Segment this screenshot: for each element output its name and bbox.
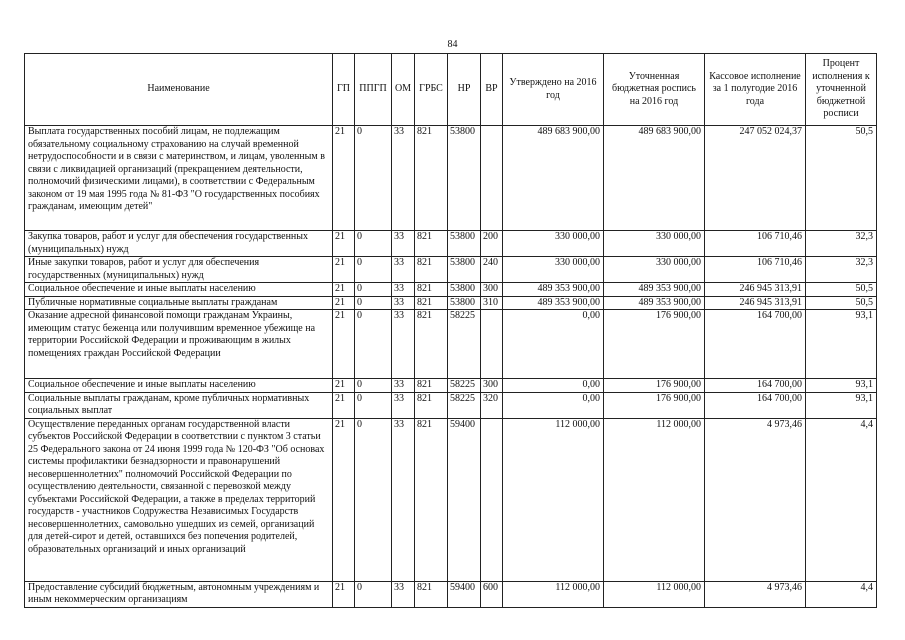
row-grbs: 821 [415,126,448,231]
row-cash: 164 700,00 [705,392,806,418]
row-percent: 93,1 [806,379,877,393]
row-refined: 176 900,00 [604,310,705,379]
row-cash: 106 710,46 [705,231,806,257]
row-refined: 112 000,00 [604,581,705,607]
row-vr [481,310,503,379]
row-name: Социальное обеспечение и иные выплаты населению [25,379,333,393]
row-ppgp: 0 [355,392,392,418]
row-cash: 4 973,46 [705,581,806,607]
row-om: 33 [392,310,415,379]
row-ppgp: 0 [355,310,392,379]
row-approved: 489 353 900,00 [503,283,604,297]
header-grbs: ГРБС [415,54,448,126]
row-gp: 21 [333,392,355,418]
row-vr: 200 [481,231,503,257]
row-vr: 240 [481,257,503,283]
row-percent: 50,5 [806,296,877,310]
row-nr: 58225 [448,379,481,393]
row-ppgp: 0 [355,581,392,607]
row-percent: 32,3 [806,231,877,257]
table-row [25,296,877,310]
header-cash: Кассовое исполнение за 1 полугодие 2016 года [705,54,806,126]
row-approved: 330 000,00 [503,257,604,283]
row-gp: 21 [333,231,355,257]
row-cash: 106 710,46 [705,257,806,283]
row-percent: 93,1 [806,310,877,379]
row-cash: 247 052 024,37 [705,126,806,231]
row-name: Публичные нормативные социальные выплаты гражданам [25,296,333,310]
row-approved: 489 683 900,00 [503,126,604,231]
row-vr: 310 [481,296,503,310]
row-approved: 0,00 [503,310,604,379]
table-row [25,379,877,393]
row-nr: 53800 [448,231,481,257]
row-name: Оказание адресной финансовой помощи гражданам Украины, имеющим статус беженца или получившим временное убежище на территории Российской Федерации и проживающим в жилых помещениях граждан Российской Федерации [25,310,333,379]
table-row [25,257,877,283]
row-om: 33 [392,231,415,257]
row-om: 33 [392,296,415,310]
row-gp: 21 [333,296,355,310]
page-number: 84 [447,39,458,50]
table-header-row [25,54,877,126]
table-row [25,418,877,581]
row-ppgp: 0 [355,283,392,297]
row-name: Закупка товаров, работ и услуг для обеспечения государственных (муниципальных) нужд [25,231,333,257]
row-om: 33 [392,581,415,607]
row-cash: 246 945 313,91 [705,283,806,297]
header-om: ОМ [392,54,415,126]
row-refined: 112 000,00 [604,418,705,581]
row-cash: 246 945 313,91 [705,296,806,310]
row-name: Выплата государственных пособий лицам, не подлежащим обязательному социальному страхованию на случай временной нетрудоспособности и в связи с материнством, и лицам, уволенным в связи с ликвидацией организаций (прекращением деятельности, полномочий физическими лицами), в соответствии с Федеральным законом от 19 мая 1995 года № 81-ФЗ "О государственных пособиях гражданам, имеющим детей" [25,126,333,231]
row-approved: 112 000,00 [503,418,604,581]
row-percent: 4,4 [806,581,877,607]
row-percent: 93,1 [806,392,877,418]
row-percent: 4,4 [806,418,877,581]
table-row [25,283,877,297]
row-om: 33 [392,392,415,418]
row-vr [481,126,503,231]
row-gp: 21 [333,379,355,393]
row-nr: 53800 [448,126,481,231]
row-refined: 330 000,00 [604,257,705,283]
row-percent: 50,5 [806,126,877,231]
row-refined: 489 683 900,00 [604,126,705,231]
row-refined: 176 900,00 [604,379,705,393]
row-percent: 32,3 [806,257,877,283]
row-ppgp: 0 [355,418,392,581]
row-refined: 176 900,00 [604,392,705,418]
row-grbs: 821 [415,231,448,257]
row-ppgp: 0 [355,257,392,283]
row-vr: 320 [481,392,503,418]
row-ppgp: 0 [355,296,392,310]
row-refined: 489 353 900,00 [604,296,705,310]
row-gp: 21 [333,257,355,283]
row-name: Осуществление переданных органам государственной власти субъектов Российской Федерации в соответствии с пунктом 3 статьи 25 Федерального закона от 24 июня 1999 года № 120-ФЗ "Об основах системы профилактики безнадзорности и правонарушений несовершеннолетних" полномочий Российской Федерации по осуществлению деятельности, связанной с перевозкой между субъектами Российской Федерации, а также в пределах территорий государств - участников Содружества Независимых Государств несовершеннолетних, самовольно ушедших из семей, организаций для детей-сирот и детей, оставшихся без попечения родителей, образовательных организаций и иных организаций [25,418,333,581]
row-approved: 489 353 900,00 [503,296,604,310]
header-percent: Процент исполнения к уточненной бюджетной росписи [806,54,877,126]
row-refined: 489 353 900,00 [604,283,705,297]
header-ppgp: ППГП [355,54,392,126]
row-grbs: 821 [415,296,448,310]
row-gp: 21 [333,310,355,379]
row-om: 33 [392,126,415,231]
row-grbs: 821 [415,257,448,283]
budget-table [24,53,877,608]
row-vr: 300 [481,283,503,297]
row-gp: 21 [333,581,355,607]
row-grbs: 821 [415,392,448,418]
row-om: 33 [392,283,415,297]
row-nr: 53800 [448,257,481,283]
table-row [25,126,877,231]
row-refined: 330 000,00 [604,231,705,257]
row-ppgp: 0 [355,126,392,231]
header-refined: Уточненная бюджетная роспись на 2016 год [604,54,705,126]
row-grbs: 821 [415,581,448,607]
row-name: Предоставление субсидий бюджетным, автономным учреждениям и иным некоммерческим организациям [25,581,333,607]
row-vr: 300 [481,379,503,393]
row-grbs: 821 [415,379,448,393]
row-vr [481,418,503,581]
header-approved: Утверждено на 2016 год [503,54,604,126]
row-grbs: 821 [415,283,448,297]
row-cash: 4 973,46 [705,418,806,581]
row-gp: 21 [333,126,355,231]
row-nr: 53800 [448,283,481,297]
row-cash: 164 700,00 [705,310,806,379]
row-cash: 164 700,00 [705,379,806,393]
row-nr: 59400 [448,581,481,607]
row-ppgp: 0 [355,379,392,393]
header-vr: ВР [481,54,503,126]
row-nr: 59400 [448,418,481,581]
table-row [25,310,877,379]
row-name: Иные закупки товаров, работ и услуг для обеспечения государственных (муниципальных) нужд [25,257,333,283]
row-gp: 21 [333,418,355,581]
row-grbs: 821 [415,310,448,379]
row-nr: 58225 [448,310,481,379]
header-nr: НР [448,54,481,126]
row-approved: 112 000,00 [503,581,604,607]
row-om: 33 [392,418,415,581]
table-row [25,231,877,257]
row-name: Социальное обеспечение и иные выплаты населению [25,283,333,297]
header-name: Наименование [25,54,333,126]
row-percent: 50,5 [806,283,877,297]
row-approved: 0,00 [503,392,604,418]
row-approved: 330 000,00 [503,231,604,257]
row-vr: 600 [481,581,503,607]
row-approved: 0,00 [503,379,604,393]
row-om: 33 [392,379,415,393]
table-row [25,392,877,418]
row-grbs: 821 [415,418,448,581]
row-nr: 53800 [448,296,481,310]
row-om: 33 [392,257,415,283]
row-name: Социальные выплаты гражданам, кроме публичных нормативных социальных выплат [25,392,333,418]
row-ppgp: 0 [355,231,392,257]
header-gp: ГП [333,54,355,126]
row-nr: 58225 [448,392,481,418]
table-row [25,581,877,607]
row-gp: 21 [333,283,355,297]
